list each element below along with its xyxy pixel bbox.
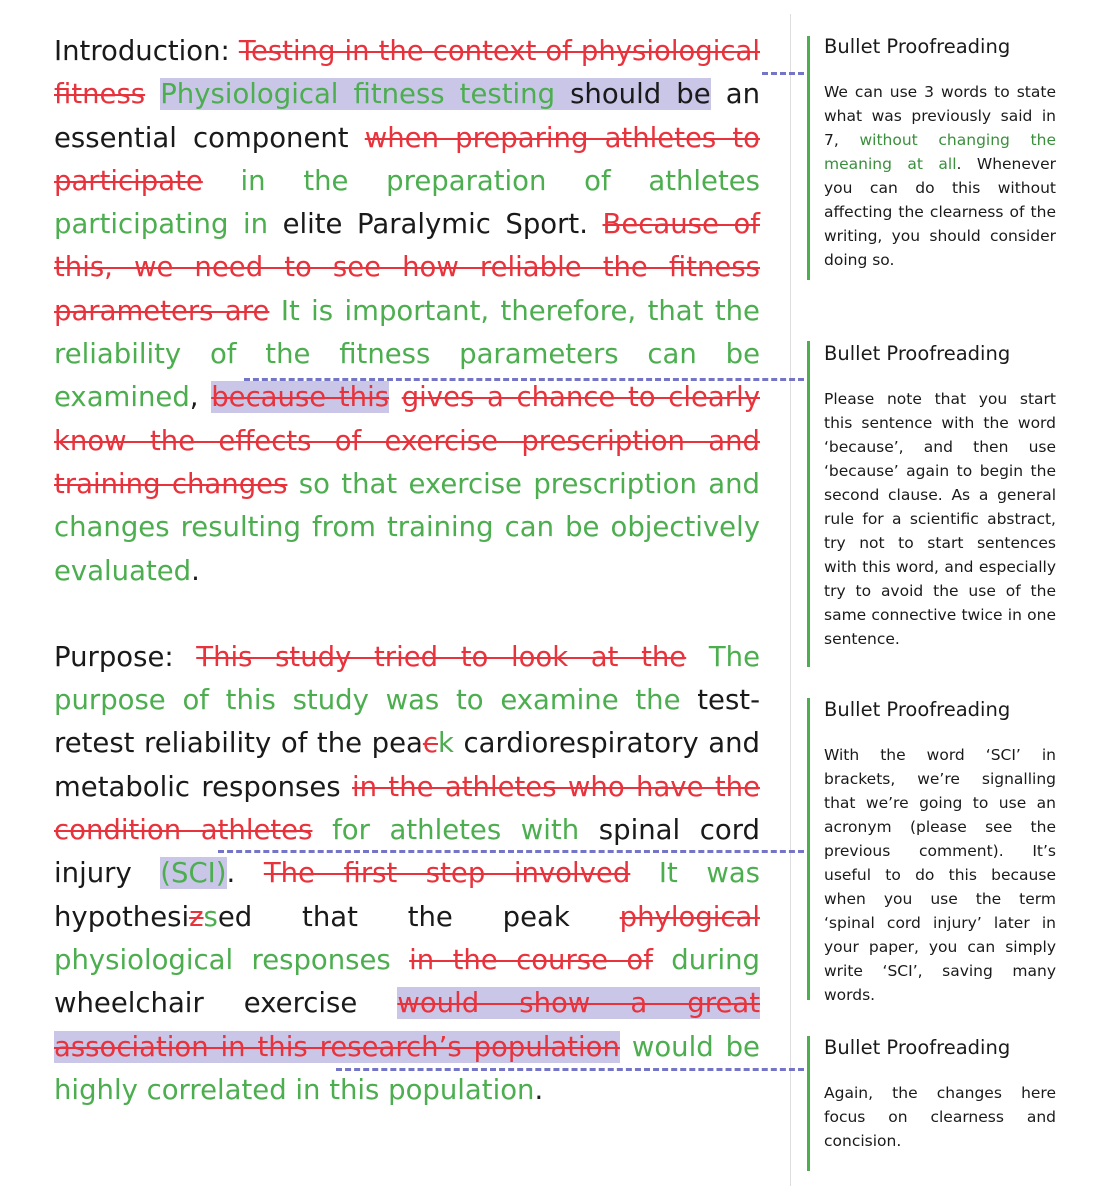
comment-connector	[218, 850, 804, 853]
text-segment: ed that the peak	[217, 900, 620, 933]
text-segment: Purpose:	[54, 640, 197, 673]
deleted-highlighted-text: would show a great association in this research’s population	[54, 987, 760, 1063]
comment-connector	[244, 378, 804, 381]
inserted-highlighted-text: (SCI)	[160, 857, 227, 890]
deleted-text: This study tried to look at the	[196, 640, 687, 673]
text-segment: With the word ‘SCI’ in brackets, we’re signalling that we’re going to use an acronym (please see the previous comment). It’s useful to do this because when you use the term ‘spinal cord injury’ later in your paper, you can simply write ‘SCI’, saving many words.	[824, 746, 1056, 1004]
deleted-text: c	[422, 727, 439, 760]
inserted-text: k	[438, 727, 454, 760]
comment-card[interactable]	[824, 1035, 1056, 1153]
text-segment	[620, 1031, 632, 1063]
text-segment: spinal cord injury	[54, 814, 760, 890]
document-body	[54, 30, 760, 1112]
comment-title: Bullet Proofreading	[824, 1036, 1011, 1059]
comment-title: Bullet Proofreading	[824, 698, 1011, 721]
text-segment: We can use 3 words to state what was previously said in 7,	[824, 83, 1056, 149]
text-segment: wheelchair exercise	[54, 987, 398, 1020]
comment-body	[824, 743, 1056, 1007]
deleted-text: Because of this, we need to see how reliable the fitness parameters are	[54, 208, 760, 327]
text-segment: .	[226, 857, 264, 890]
deleted-text: Testing in the context of physiological fitness	[54, 35, 760, 111]
text-segment	[145, 78, 160, 110]
deleted-text: z	[189, 900, 204, 933]
deleted-text: gives a chance to clearly know the effects of exercise prescription and training changes	[54, 381, 760, 500]
text-segment: hypothesi	[54, 900, 190, 933]
text-segment: test-retest reliability of the pea	[54, 684, 760, 760]
comment-card[interactable]	[824, 341, 1056, 651]
text-segment: Again, the changes here focus on clearness and concision.	[824, 1084, 1056, 1150]
comment-connector	[762, 72, 804, 75]
text-segment	[269, 295, 280, 327]
comment-body	[824, 1081, 1056, 1153]
comment-bar	[807, 698, 810, 1000]
inserted-text: during	[671, 943, 761, 976]
text-segment	[391, 944, 409, 976]
text-segment: . Whenever you can do this without affecting the clearness of the writing, you should consider doing so.	[824, 155, 1056, 269]
inserted-text: It is important, therefore, that the reliability of the fitness parameters can be examined	[54, 294, 760, 414]
text-segment	[653, 944, 671, 976]
text-segment: Please note that you start this sentence with the word ‘because’, and then use ‘because’ again to begin the second clause. As a general rule for a scientific abstract, try not to start sentences with this word, and especially try to avoid the use of the same connective twice in one sentence.	[824, 390, 1056, 648]
text-segment	[686, 641, 709, 673]
deleted-text: in the athletes who have the condition athletes	[54, 770, 760, 847]
comment-title: Bullet Proofreading	[824, 342, 1011, 365]
comment-bar	[807, 1036, 810, 1171]
purpose-paragraph	[54, 636, 760, 1112]
comment-bar	[807, 36, 810, 280]
comment-bar	[807, 341, 810, 667]
deleted-text: in the course of	[409, 943, 653, 976]
text-segment	[203, 165, 241, 197]
deleted-highlighted-text: because this	[211, 381, 390, 414]
text-segment: cardiorespiratory and metabolic responses	[54, 727, 760, 803]
inserted-text: for athletes with	[332, 814, 580, 847]
text-segment	[630, 857, 659, 889]
inserted-text: would be highly correlated in this population	[54, 1030, 760, 1106]
inserted-highlighted-text: Physiological fitness testing	[160, 78, 556, 111]
text-segment: .	[534, 1073, 544, 1106]
text-segment	[287, 468, 298, 500]
inserted-text: s	[203, 900, 218, 933]
inserted-text: in the preparation of athletes participating in	[54, 164, 761, 241]
text-segment	[312, 814, 332, 846]
inserted-text: physiological responses	[54, 943, 391, 976]
comment-body	[824, 80, 1056, 272]
text-segment: an essential component	[54, 78, 761, 154]
text-segment	[389, 381, 402, 413]
text-segment: .	[191, 554, 200, 587]
text-segment: ,	[189, 381, 212, 414]
text-segment: Introduction:	[54, 35, 239, 67]
text-segment: elite Paralymic Sport.	[268, 208, 603, 241]
comment-title: Bullet Proofreading	[824, 35, 1011, 58]
comment-body	[824, 387, 1056, 651]
deleted-text: The first step involved	[263, 857, 631, 890]
inserted-text: It was	[658, 857, 760, 890]
inserted-text: without changing the meaning at all	[824, 131, 1056, 173]
comment-connector	[336, 1068, 804, 1071]
deleted-text: phylogical	[619, 900, 760, 933]
inserted-text: so that exercise prescription and changes resulting from training can be objectively evaluated	[54, 467, 761, 587]
highlighted-text: should be	[555, 78, 711, 111]
margin-divider	[790, 14, 791, 1186]
comment-card[interactable]	[824, 697, 1056, 1007]
inserted-text: The purpose of this study was to examine the	[54, 640, 760, 717]
deleted-text: when preparing athletes to participate	[54, 121, 760, 197]
introduction-paragraph	[54, 30, 760, 593]
comment-card[interactable]	[824, 34, 1056, 272]
